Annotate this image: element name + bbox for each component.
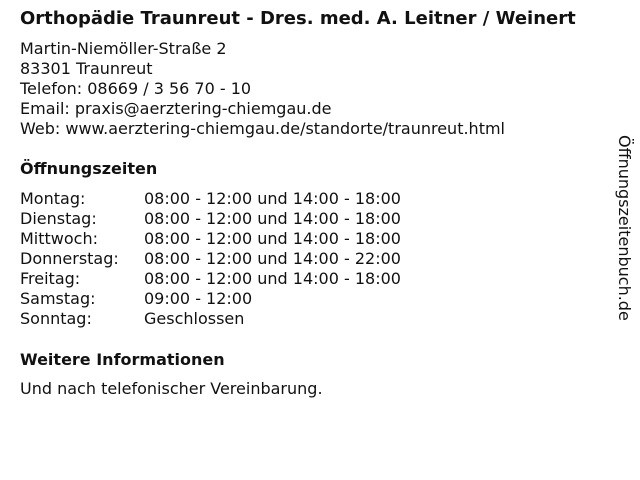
hours-row — [20, 269, 620, 289]
hours-day: Mittwoch: — [20, 229, 98, 248]
hours-row — [20, 309, 620, 329]
hours-day: Sonntag: — [20, 309, 92, 328]
opening-hours-heading: Öffnungszeiten — [20, 159, 158, 178]
hours-day: Freitag: — [20, 269, 81, 288]
further-info-heading: Weitere Informationen — [20, 350, 225, 369]
hours-time: Geschlossen — [144, 309, 245, 328]
hours-day: Dienstag: — [20, 209, 97, 228]
hours-time: 08:00 - 12:00 und 14:00 - 18:00 — [144, 229, 401, 248]
website-address: Web: www.aerztering-chiemgau.de/standorte/traunreut.html — [20, 119, 505, 138]
street-address: Martin-Niemöller-Straße 2 — [20, 39, 227, 58]
hours-time: 09:00 - 12:00 — [144, 289, 253, 308]
further-info-text: Und nach telefonischer Vereinbarung. — [20, 379, 323, 398]
email-address: Email: praxis@aerztering-chiemgau.de — [20, 99, 332, 118]
city-postal: 83301 Traunreut — [20, 59, 153, 78]
hours-time: 08:00 - 12:00 und 14:00 - 18:00 — [144, 269, 401, 288]
hours-time: 08:00 - 12:00 und 14:00 - 22:00 — [144, 249, 401, 268]
phone-number: Telefon: 08669 / 3 56 70 - 10 — [20, 79, 252, 98]
page-title: Orthopädie Traunreut - Dres. med. A. Leitner / Weinert — [20, 8, 576, 29]
hours-day: Montag: — [20, 189, 86, 208]
hours-row — [20, 229, 620, 249]
hours-time: 08:00 - 12:00 und 14:00 - 18:00 — [144, 189, 401, 208]
hours-day: Samstag: — [20, 289, 96, 308]
address-block — [20, 39, 620, 139]
hours-row — [20, 189, 620, 209]
practice-card — [20, 8, 620, 399]
hours-day: Donnerstag: — [20, 249, 119, 268]
hours-row — [20, 209, 620, 229]
hours-row — [20, 249, 620, 269]
hours-time: 08:00 - 12:00 und 14:00 - 18:00 — [144, 209, 401, 228]
hours-row — [20, 289, 620, 309]
opening-hours-table — [20, 189, 620, 329]
brand-watermark: Öffnungszeitenbuch.de — [615, 135, 634, 321]
